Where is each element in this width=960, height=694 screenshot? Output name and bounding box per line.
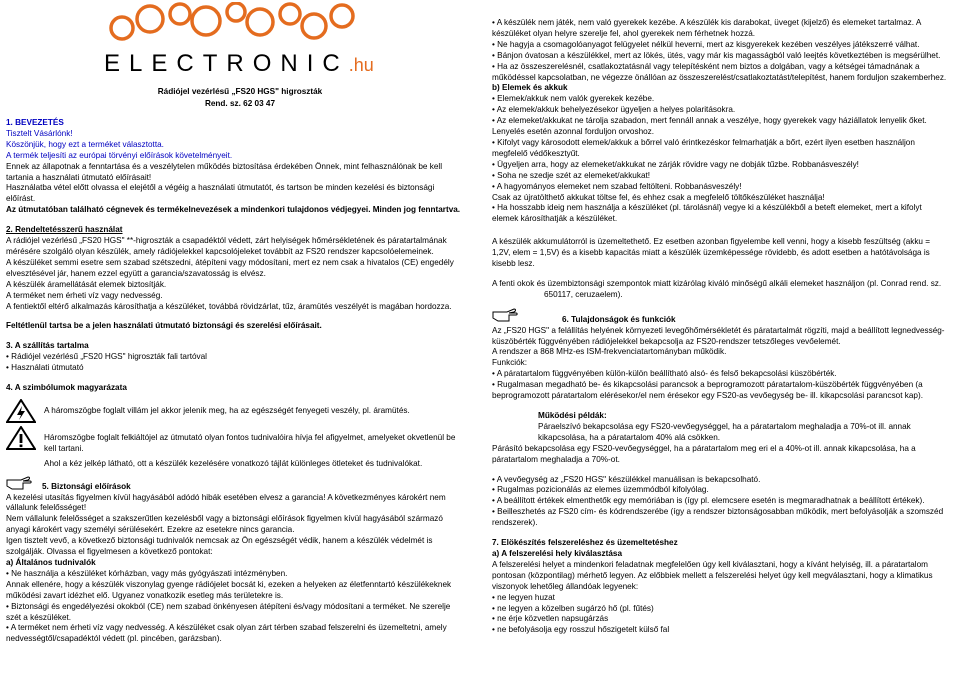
s6-more-line: rendszerek).: [492, 518, 538, 528]
s5-line: vállalunk felelősséget!: [6, 503, 87, 513]
s6-line: Az „FS20 HGS" a felállítás helyének környezeti levegőhőmérsékletét és páratartalmát rögzíti, majd a beállított legnedvesség-: [492, 325, 945, 335]
section-1-title: 1. BEVEZETÉS: [6, 118, 64, 127]
logo-circles-graphic: [98, 2, 368, 52]
example-line: páratartalom meghaladja a 70%-ot.: [492, 454, 620, 464]
section-4-title: 4. A szimbólumok magyarázata: [6, 383, 127, 393]
s7-line: • ne legyen a közelben sugárzó hő (pl. fűtés): [492, 603, 654, 613]
right-column: [492, 18, 952, 636]
s1-line: Köszönjük, hogy ezt a terméket választotta.: [6, 139, 164, 149]
s1-trademark-note: Az útmutatóban található cégnevek és termékelnevezések a mindenkori tulajdonos védjegyei. Minden jog fenntartva.: [6, 205, 461, 215]
s1-line: Tisztelt Vásárlónk!: [6, 128, 73, 138]
s5a-line: nedvességtől/csapadéktól védett (pl. pincében, garázsban).: [6, 634, 222, 644]
logo-wordmark: ELECTRONIC.hu: [104, 50, 374, 77]
s2-line: A terméket nem érheti víz vagy nedvesség.: [6, 290, 163, 300]
r-top-line: • Ne hagyja a csomagolóanyagot felügyelet nélkül heverni, mert az kisgyerekek kezében veszélyes játékszerré válhat.: [492, 39, 920, 49]
example-line: kikapcsolása, ha a páratartalom 40% alá csökken.: [538, 432, 721, 442]
s2-line: A fentiektől eltérő alkalmazás károsíthatja a készüléket, továbbá rövidzárlat, tűz, áramütés veszélyét is magában hordozza.: [6, 301, 452, 311]
lightning-warning: [6, 399, 476, 423]
s2-line: mérésére szolgáló olyan készülék, amely rádiójelekkel kapcsolójeleket továbbít az FS20 rendszer kapcsolóelemeinek.: [6, 246, 434, 256]
b-line: Csak az újratölthető akkukat töltse fel, és ehhez csak a megfelelő töltőkészüléket használja!: [492, 192, 825, 202]
s5-line: Igen tisztelt vevő, a következő biztonsági tudnivalók nemcsak az Ön egészségét védik, hanem a készülék védelmét is: [6, 536, 433, 546]
section-5-title: 5. Biztonsági előírások: [42, 481, 131, 491]
s6-line: Funkciók:: [492, 358, 528, 368]
r-top-line: működéssel kapcsolatban, ne végezze önállóan az összeszerelést/csatlakoztatást/telepítést, hanem forduljon szakemberhez.: [492, 72, 947, 82]
section-7a-title: a) A felszerelési hely kiválasztása: [492, 548, 623, 558]
s5-line: Nem vállalunk felelősséget a szakszerűtlen kezelésből vagy a biztonsági előírások figyelmen kívül hagyásából származó: [6, 514, 443, 524]
s6-more-line: • Rugalmas pozicionálás az elemes üzemmódból kifolyólag.: [492, 485, 709, 495]
r-top-line: • Ha az összeszerelésnél, csatlakoztatásnál vagy telepítésként nem biztos a dolgában, vagy a kétségei támadnának a: [492, 61, 920, 71]
b-line: • Soha ne szedje szét az elemeket/akkukat!: [492, 170, 651, 180]
s2-line: elvesztésével jár, hanem ezzel együtt a garancia/szavatosság is elvész.: [6, 268, 266, 278]
section-7-title: 7. Elökészítés felszereléshez és üzemeltetéshez: [492, 538, 678, 548]
b-line: • Kifolyt vagy károsodott elemek/akkuk a bőrrel való érintkezéskor felmarhatják a bőrt, ezért ilyen esetben használjon: [492, 137, 915, 147]
s6-more-line: • Beilleszhetés az FS20 cím- és kódrendszerébe (így a rendszer biztonságosabban működik, mert befolyásolják a szomszéd: [492, 507, 944, 517]
s7-line: • ne legyen huzat: [492, 592, 555, 602]
s6-line: A rendszer a 868 MHz-es ISM-frekvenciatartományban működik.: [492, 347, 727, 357]
s5-line: szolgálják. Olvassa el figyelmesen a következő pontokat:: [6, 547, 213, 557]
s3-item: • Használati útmutató: [6, 363, 476, 374]
s6-line: • Rugalmasan megadható be- és kikapcsolási parancsok a beprogramozott páratartalom-küszöbérték függvényében (a: [492, 380, 923, 390]
section-3-title: 3. A szállítás tartalma: [6, 341, 89, 351]
document-header: [150, 86, 330, 110]
s1-line: Ennek az állapotnak a fenntartása és a veszélytelen működés biztosítása érdekében Önnek, mint felhasználónak be kell: [6, 161, 443, 171]
s5a-line: működési zavart idézhet elő. Ugyanez vonatkozik esetleg más területekre is.: [6, 590, 284, 600]
s5a-line: Annak ellenére, hogy a készülék viszonylag gyenge rádiójelet bocsát ki, ezeken a helyeken az életfenntartó készülékeknek: [6, 579, 452, 589]
example-line: Párásító bekapcsolása egy FS20-vevőegységgel, ha a páratartalom meg eri el a 40%-ot ill. annak kikapcsolása, ha a: [492, 443, 916, 453]
b-line: • Elemek/akkuk nem valók gyerekek kezébe.: [492, 94, 655, 104]
section-6-header: [492, 305, 952, 326]
section-b-title: b) Elemek és akkuk: [492, 83, 568, 93]
b-line: Lenyelés esetén azonnal forduljon orvoshoz.: [492, 127, 655, 137]
b-line: • A hagyományos elemeket nem szabad feltölteni. Robbanásveszély!: [492, 181, 742, 191]
pointing-hand-icon: [492, 308, 518, 322]
s3-item: • Rádiójel vezérlésű „FS20 HGS" higroszták fali tartóval: [6, 352, 476, 363]
s7-line: • ne befolyásolja egy rosszul hőszigetelt külső fal: [492, 625, 670, 635]
lightning-warning-text: A háromszögbe foglalt villám jel akkor jelenik meg, ha az egészségét fenyegeti veszély, pl. áramütés.: [44, 405, 410, 415]
example-line: Páraelszívó bekapcsolása egy FS20-vevőegységgel, ha a páratartalom meghaladja a 70%-ot ill. annak: [538, 421, 911, 431]
section-2-title: 2. Rendeltetésszerű használat: [6, 225, 123, 235]
accumulator-line: 1,2V, elem = 1,5V) és a kisebb kapacitás miatt a készülék üzemképessége rövidebb, és adott esetben a hatótávolsága is: [492, 248, 930, 258]
b-line: • Az elemek/akkuk behelyezésekor ügyeljen a helyes polaritásokra.: [492, 105, 736, 115]
s1-line: előírást.: [6, 194, 36, 204]
s1-line: tartania a használati útmutató előírásait!: [6, 172, 152, 182]
s5a-line: • Biztonsági és engedélyezési okokból (CE) nem szabad önkényesen átépíteni és/vagy módosítani a terméket. Ne szerelje: [6, 601, 451, 611]
r-top-line: • A készülék nem játék, nem való gyerekek kezébe. A készülék kis darabokat, üveget (kijelző) és elemeket tartalmaz. A: [492, 18, 922, 27]
s2-line: A készüléket semmi esetre sem szabad szétszedni, átépíteni vagy módosítani, mert ez nem csak a hivatalos (CE) engedély: [6, 257, 454, 267]
s7-line: pontosan (központilag) mérhető legyen. Az előbbiek mellett a felszerelési helyet úgy kell megválasztani, hogy a klimatikus: [492, 570, 933, 580]
s2-safety-note: Feltétlenül tartsa be a jelen használati útmutató biztonsági és szerelési előírásait.: [6, 321, 322, 331]
b-line: elemek károsíthatják a készüléket.: [492, 214, 618, 224]
left-column: [6, 118, 476, 645]
s6-line: • A páratartalom függvényében külön-külön beállítható alsó- és felső bekapcsolási küszöbérték.: [492, 369, 837, 379]
pointing-hand-icon: [6, 476, 32, 490]
s5-line: anyagi károkért vagy személyi sérülésekért. Ezekre az esetekre nincs garancia.: [6, 525, 295, 535]
b-line: • Az elemeket/akkukat ne tárolja szabadon, mert fennáll annak a veszélye, hogy gyerekek vagy háziállatok lenyelik őket.: [492, 116, 927, 126]
examples-title: Működési példák:: [538, 411, 607, 420]
s1-line: A termék teljesíti az európai törvényi előírások követelményeit.: [6, 150, 233, 160]
s7-line: • ne érje közvetlen napsugárzás: [492, 614, 609, 624]
accumulator-line: kisebb lesz.: [492, 259, 535, 269]
order-number: Rend. sz. 62 03 47: [204, 99, 276, 108]
r-top-line: készüléket olyan helyre szerelje fel, ahol gyerekek nem férhetnek hozzá.: [492, 28, 756, 38]
s7-line: viszonyok lehetőleg állandóak legyenek:: [492, 581, 639, 591]
r-top-line: • Bánjon óvatosan a készülékkel, mert az lökés, ütés, vagy már kis magasságból való leejtés következtében is megsérülhet.: [492, 50, 941, 60]
s6-more-line: • A vevőegység az „FS20 HGS" készülékkel manuálisan is bekapcsolható.: [492, 474, 761, 484]
s6-line: küszöbérték függvényében rádiójelekkel bekapcsolja az FS20-rendszer tetszőleges vevőelemét.: [492, 336, 841, 346]
b-line: megfelelő védőkesztyűt.: [492, 148, 580, 158]
hand-note: [6, 459, 476, 470]
battery-recommendation-line: A fenti okok és üzembiztonsági szempontok miatt kizárólag kiváló minőségű alkáli elemeket használjon (pl. Conrad rend. sz.: [492, 278, 942, 288]
electronic-logo: [98, 2, 374, 80]
s6-more-line: • A beállított értékek elmenthetők egy memóriában is (így pl. elemcsere esetén is megmaradhatnak a beállított értékek).: [492, 496, 925, 506]
exclamation-warning-text: kell tartani.: [44, 443, 84, 453]
s5-line: A kezelési utasítás figyelmen kívül hagyásából adódó hibák esetében elvesz a garancia! A következményes károkért nem: [6, 492, 446, 502]
exclamation-triangle-icon: [6, 426, 36, 450]
section-5-header: [6, 474, 476, 493]
s6-line: beprogramozott páratartalom elérésekor/el nem érésekor egy FS20-as vevőegység be- ill. kikapcsolási parancsot kap).: [492, 391, 923, 401]
document-title: Rádiójel vezérlésű „FS20 HGS" higroszták: [157, 87, 323, 96]
b-line: • Ha hosszabb ideig nem használja a készüléket (pl. tárolásnál) vegye ki a készülékből a beteft elemeket, mert a kifolyt: [492, 203, 922, 213]
s7-line: A felszerelési helyet a mindenkori feladatnak megfelelően úgy kell kiválasztani, hogy a kívánt helyiség, ill. a páratartalom: [492, 559, 928, 569]
s5a-line: • Ne használja a készüléket kórházban, vagy más gyógyászati intézményben.: [6, 568, 288, 578]
s5a-title: a) Általános tudnivalók: [6, 558, 96, 567]
s2-line: A készülék áramellátását elemek biztosítják.: [6, 279, 167, 289]
s1-line: Használatba vétel előtt olvassa el elejétől a végéig a használati útmutatót, és tartson be minden kezelési és biztonsági: [6, 183, 435, 193]
accumulator-line: A készülék akkumulátorról is üzemeltethető. Ez esetben azonban figyelembe kell venni, hogy a kisebb feszültség (akku =: [492, 237, 931, 247]
lightning-triangle-icon: [6, 399, 36, 423]
exclamation-warning-text: Háromszögbe foglalt felkiáltójel az útmutató olyan fontos tudnivalóira hívja fel afigyelmet, amelyeket okvetlenül be: [44, 432, 456, 442]
b-line: • Ügyeljen arra, hogy az elemeket/akkukat ne zárják rövidre vagy ne dobják tűzbe. Robbanásveszély!: [492, 159, 859, 169]
s2-line: A rádiójel vezérlésű „FS20 HGS" **-higroszták a csapadéktól védett, zárt helyiségek hőmérsékletének és páratartalmának: [6, 236, 447, 246]
section-6-title: 6. Tulajdonságok és funkciók: [562, 314, 676, 324]
exclamation-warning: [6, 426, 476, 455]
s5a-line: • A terméket nem érheti víz vagy nedvesség. A készüléket csak olyan zárt térben szabad felszerelni és üzemeltetni, amely: [6, 623, 447, 633]
hand-note-text: Ahol a kéz jelkép látható, ott a készülék kezelésére vonatkozó tájlát különleges ötleteket és tudnivalókat.: [44, 458, 423, 468]
s5a-line: szét a készüléket.: [6, 612, 72, 622]
battery-recommendation-line: 650117, ceruzaelem).: [544, 289, 623, 299]
